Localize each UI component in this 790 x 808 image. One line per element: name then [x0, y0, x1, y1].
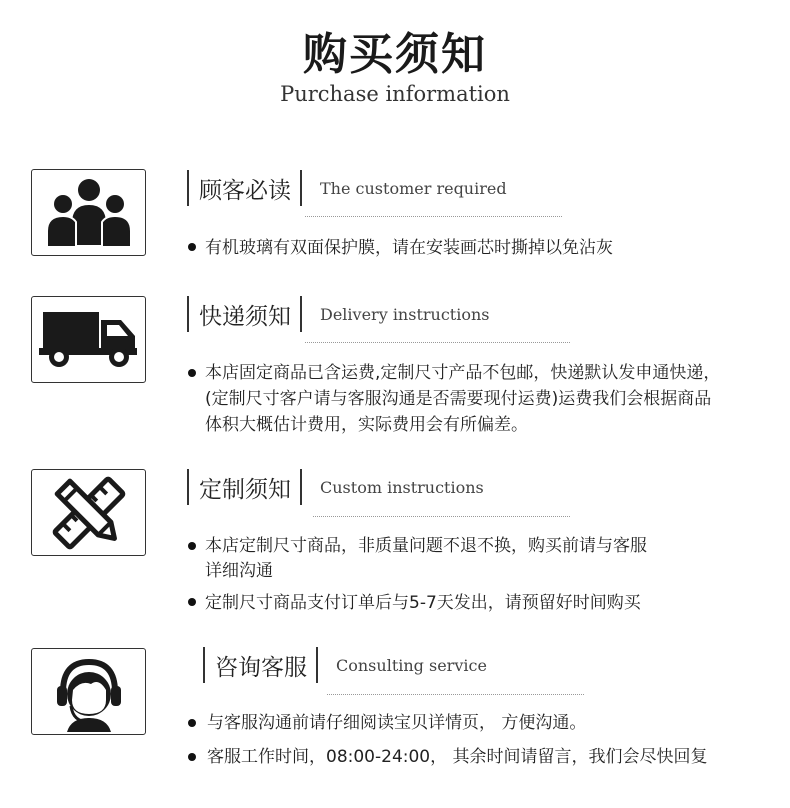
list-item: 体积大概估计费用，实际费用会有所偏差。 [205, 415, 528, 435]
dotted-divider [327, 694, 584, 695]
list-item: 定制尺寸商品支付订单后与5-7天发出，请预留好时间购买 [205, 593, 641, 613]
bullet [188, 369, 196, 377]
bullet [188, 753, 196, 761]
section-title-en: Consulting service [336, 655, 487, 675]
section-title-cn: 快递须知 [199, 303, 291, 330]
section-title-en: The customer required [320, 178, 507, 198]
bullet [188, 598, 196, 606]
section-title-cn: 定制须知 [199, 476, 291, 503]
bullet [188, 542, 196, 550]
delivery-truck-icon [31, 296, 146, 383]
list-item: 本店固定商品已含运费,定制尺寸产品不包邮，快递默认发申通快递， [205, 363, 721, 383]
page-subtitle: Purchase information [280, 82, 510, 106]
section-header [187, 469, 484, 505]
dotted-divider [313, 516, 570, 517]
section-header [203, 647, 487, 683]
list-item: 有机玻璃有双面保护膜，请在安装画芯时撕掉以免沾灰 [205, 238, 613, 258]
list-item: (定制尺寸客户请与客服沟通是否需要现付运费)运费我们会根据商品 [205, 389, 712, 409]
bullet [188, 243, 196, 251]
pencil-ruler-icon [31, 469, 146, 556]
list-item: 本店定制尺寸商品，非质量问题不退不换，购买前请与客服 [205, 536, 647, 556]
section-header [187, 296, 489, 332]
dotted-divider [305, 216, 562, 217]
dotted-divider [305, 342, 570, 343]
section-title-cn: 顾客必读 [199, 177, 291, 204]
section-title-en: Delivery instructions [320, 304, 490, 324]
section-title-en: Custom instructions [320, 477, 484, 497]
headset-agent-icon [31, 648, 146, 735]
list-item: 详细沟通 [205, 561, 273, 581]
page-title: 购买须知 [303, 29, 487, 80]
list-item: 与客服沟通前请仔细阅读宝贝详情页， 方便沟通。 [207, 713, 587, 733]
bullet [188, 719, 196, 727]
section-header [187, 170, 507, 206]
section-title-cn: 咨询客服 [215, 654, 307, 681]
list-item: 客服工作时间，08:00-24:00， 其余时间请留言，我们会尽快回复 [207, 747, 708, 767]
people-group-icon [31, 169, 146, 256]
